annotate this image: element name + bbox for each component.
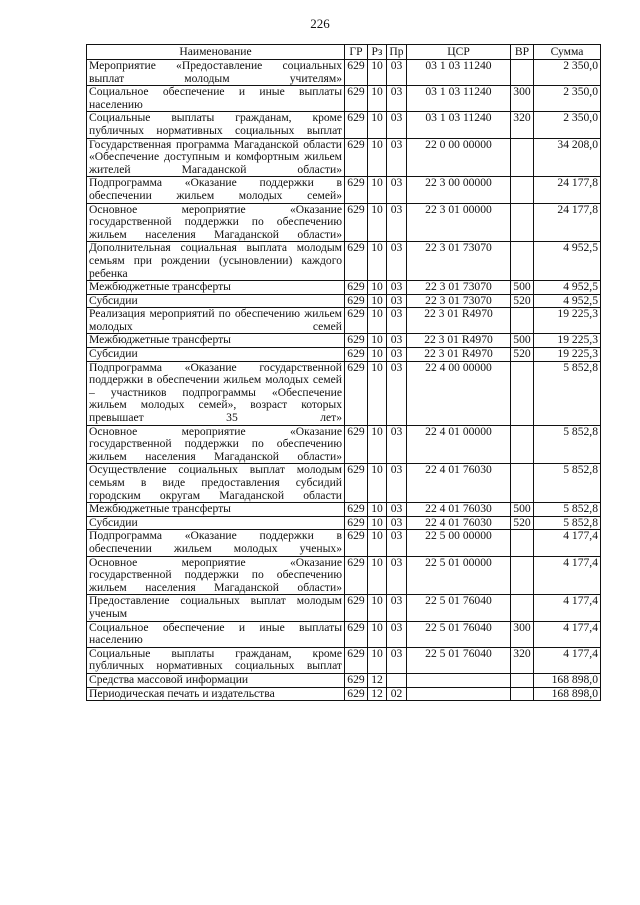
cell-sum: 5 852,8 <box>534 516 601 530</box>
cell-vr <box>511 530 534 556</box>
cell-rz: 10 <box>368 621 387 647</box>
cell-gr: 629 <box>345 503 368 517</box>
cell-name: Межбюджетные трансферты <box>87 503 345 517</box>
cell-vr: 520 <box>511 294 534 308</box>
cell-gr: 629 <box>345 138 368 177</box>
cell-name: Периодическая печать и издательства <box>87 687 345 701</box>
cell-sum: 2 350,0 <box>534 60 601 86</box>
cell-name: Межбюджетные трансферты <box>87 281 345 295</box>
cell-gr: 629 <box>345 530 368 556</box>
cell-sum: 5 852,8 <box>534 464 601 503</box>
table-row <box>87 425 601 464</box>
cell-name: Субсидии <box>87 516 345 530</box>
cell-name: Предоставление социальных выплат молодым ученым <box>87 595 345 621</box>
cell-rz: 10 <box>368 294 387 308</box>
cell-sum: 34 208,0 <box>534 138 601 177</box>
cell-csr: 22 3 01 73070 <box>407 242 511 281</box>
cell-vr <box>511 242 534 281</box>
cell-pr <box>387 673 407 687</box>
cell-gr: 629 <box>345 687 368 701</box>
cell-gr: 629 <box>345 203 368 242</box>
cell-pr: 03 <box>387 308 407 334</box>
cell-gr: 629 <box>345 60 368 86</box>
cell-vr <box>511 361 534 425</box>
cell-gr: 629 <box>345 595 368 621</box>
table-row <box>87 308 601 334</box>
header-csr: ЦСР <box>407 45 511 60</box>
table-row <box>87 516 601 530</box>
cell-rz: 10 <box>368 112 387 138</box>
cell-sum: 4 177,4 <box>534 556 601 595</box>
cell-sum: 24 177,8 <box>534 203 601 242</box>
cell-rz: 10 <box>368 138 387 177</box>
cell-csr: 22 5 01 00000 <box>407 556 511 595</box>
cell-csr <box>407 687 511 701</box>
cell-pr: 03 <box>387 112 407 138</box>
header-rz: Рз <box>368 45 387 60</box>
cell-name: Средства массовой информации <box>87 673 345 687</box>
cell-vr: 320 <box>511 647 534 673</box>
cell-csr: 22 5 01 76040 <box>407 621 511 647</box>
cell-gr: 629 <box>345 464 368 503</box>
cell-rz: 10 <box>368 203 387 242</box>
cell-rz: 10 <box>368 530 387 556</box>
cell-name: Субсидии <box>87 294 345 308</box>
cell-rz: 10 <box>368 556 387 595</box>
cell-vr <box>511 595 534 621</box>
cell-pr: 03 <box>387 595 407 621</box>
table-row <box>87 177 601 203</box>
cell-vr: 520 <box>511 348 534 362</box>
cell-csr: 22 3 01 R4970 <box>407 308 511 334</box>
cell-name: Реализация мероприятий по обеспечению жильем молодых семей <box>87 308 345 334</box>
table-row <box>87 621 601 647</box>
table-row <box>87 673 601 687</box>
cell-rz: 10 <box>368 647 387 673</box>
cell-rz: 10 <box>368 308 387 334</box>
table-row <box>87 60 601 86</box>
cell-gr: 629 <box>345 516 368 530</box>
table-row <box>87 281 601 295</box>
table-row <box>87 687 601 701</box>
cell-name: Социальные выплаты гражданам, кроме публичных нормативных социальных выплат <box>87 647 345 673</box>
cell-vr <box>511 203 534 242</box>
cell-sum: 4 177,4 <box>534 621 601 647</box>
cell-csr: 22 3 01 73070 <box>407 294 511 308</box>
cell-csr: 22 4 00 00000 <box>407 361 511 425</box>
cell-rz: 12 <box>368 687 387 701</box>
cell-sum: 19 225,3 <box>534 308 601 334</box>
table-row <box>87 294 601 308</box>
cell-pr: 03 <box>387 60 407 86</box>
header-pr: Пр <box>387 45 407 60</box>
cell-name: Социальное обеспечение и иные выплаты населению <box>87 86 345 112</box>
cell-name: Подпрограмма «Оказание поддержки в обеспечении жильем молодых ученых» <box>87 530 345 556</box>
cell-gr: 629 <box>345 177 368 203</box>
cell-rz: 10 <box>368 177 387 203</box>
cell-gr: 629 <box>345 425 368 464</box>
cell-name: Социальные выплаты гражданам, кроме публичных нормативных социальных выплат <box>87 112 345 138</box>
cell-rz: 10 <box>368 60 387 86</box>
cell-sum: 4 952,5 <box>534 242 601 281</box>
cell-sum: 168 898,0 <box>534 687 601 701</box>
cell-csr: 22 4 01 76030 <box>407 516 511 530</box>
cell-vr: 500 <box>511 281 534 295</box>
cell-gr: 629 <box>345 294 368 308</box>
cell-rz: 10 <box>368 361 387 425</box>
cell-name: Мероприятие «Предоставление социальных выплат молодым учителям» <box>87 60 345 86</box>
cell-gr: 629 <box>345 86 368 112</box>
table-row <box>87 556 601 595</box>
cell-pr: 03 <box>387 647 407 673</box>
table-row <box>87 503 601 517</box>
cell-pr: 03 <box>387 348 407 362</box>
cell-rz: 10 <box>368 595 387 621</box>
cell-gr: 629 <box>345 281 368 295</box>
cell-sum: 4 177,4 <box>534 595 601 621</box>
cell-vr <box>511 60 534 86</box>
cell-name: Основное мероприятие «Оказание государственной поддержки по обеспечению жильем населения Магаданской области» <box>87 556 345 595</box>
cell-name: Основное мероприятие «Оказание государственной поддержки по обеспечению жильем населения Магаданской области» <box>87 425 345 464</box>
cell-vr: 320 <box>511 112 534 138</box>
cell-gr: 629 <box>345 361 368 425</box>
cell-rz: 10 <box>368 86 387 112</box>
cell-vr <box>511 177 534 203</box>
cell-pr: 03 <box>387 530 407 556</box>
cell-vr: 300 <box>511 86 534 112</box>
cell-name: Государственная программа Магаданской области «Обеспечение доступным и комфортным жильем жителей Магаданской области» <box>87 138 345 177</box>
cell-gr: 629 <box>345 556 368 595</box>
cell-sum: 5 852,8 <box>534 425 601 464</box>
cell-rz: 10 <box>368 242 387 281</box>
cell-csr: 22 3 01 00000 <box>407 203 511 242</box>
cell-vr <box>511 425 534 464</box>
cell-rz: 10 <box>368 334 387 348</box>
cell-sum: 4 952,5 <box>534 294 601 308</box>
cell-csr: 03 1 03 11240 <box>407 60 511 86</box>
table-row <box>87 464 601 503</box>
table-row <box>87 242 601 281</box>
table-row <box>87 138 601 177</box>
cell-rz: 10 <box>368 425 387 464</box>
table-row <box>87 86 601 112</box>
cell-rz: 10 <box>368 348 387 362</box>
cell-sum: 4 177,4 <box>534 530 601 556</box>
header-sum: Сумма <box>534 45 601 60</box>
cell-pr: 03 <box>387 177 407 203</box>
cell-rz: 10 <box>368 516 387 530</box>
cell-vr <box>511 556 534 595</box>
header-gr: ГР <box>345 45 368 60</box>
cell-pr: 03 <box>387 203 407 242</box>
cell-sum: 19 225,3 <box>534 334 601 348</box>
cell-name: Межбюджетные трансферты <box>87 334 345 348</box>
cell-pr: 02 <box>387 687 407 701</box>
cell-csr: 22 4 01 76030 <box>407 464 511 503</box>
cell-sum: 2 350,0 <box>534 112 601 138</box>
cell-sum: 4 177,4 <box>534 647 601 673</box>
cell-name: Подпрограмма «Оказание государственной поддержки в обеспечении жильем молодых семей – участников подпрограммы «Обеспечение жильем молодых семей», возраст которых превышает 35 лет» <box>87 361 345 425</box>
header-name: Наименование <box>87 45 345 60</box>
cell-csr: 03 1 03 11240 <box>407 86 511 112</box>
table-row <box>87 112 601 138</box>
cell-csr: 22 3 00 00000 <box>407 177 511 203</box>
cell-gr: 629 <box>345 242 368 281</box>
cell-gr: 629 <box>345 621 368 647</box>
cell-name: Подпрограмма «Оказание поддержки в обеспечении жильем молодых семей» <box>87 177 345 203</box>
table-header-row <box>87 45 601 60</box>
cell-pr: 03 <box>387 281 407 295</box>
cell-pr: 03 <box>387 503 407 517</box>
cell-gr: 629 <box>345 348 368 362</box>
cell-rz: 10 <box>368 281 387 295</box>
cell-pr: 03 <box>387 242 407 281</box>
cell-vr <box>511 464 534 503</box>
cell-pr: 03 <box>387 425 407 464</box>
cell-csr: 22 3 01 73070 <box>407 281 511 295</box>
cell-vr: 500 <box>511 334 534 348</box>
cell-pr: 03 <box>387 516 407 530</box>
cell-vr <box>511 138 534 177</box>
cell-pr: 03 <box>387 556 407 595</box>
cell-csr: 22 5 01 76040 <box>407 647 511 673</box>
cell-sum: 5 852,8 <box>534 503 601 517</box>
table-row <box>87 203 601 242</box>
cell-gr: 629 <box>345 673 368 687</box>
cell-csr: 22 4 01 76030 <box>407 503 511 517</box>
table-row <box>87 348 601 362</box>
cell-name: Основное мероприятие «Оказание государственной поддержки по обеспечению жильем населения Магаданской области» <box>87 203 345 242</box>
table-row <box>87 595 601 621</box>
table-row <box>87 647 601 673</box>
cell-csr: 22 5 00 00000 <box>407 530 511 556</box>
cell-pr: 03 <box>387 361 407 425</box>
cell-sum: 2 350,0 <box>534 86 601 112</box>
cell-rz: 10 <box>368 464 387 503</box>
cell-name: Осуществление социальных выплат молодым семьям в виде предоставления субсидий городским округам Магаданской области <box>87 464 345 503</box>
cell-sum: 168 898,0 <box>534 673 601 687</box>
cell-csr: 22 0 00 00000 <box>407 138 511 177</box>
cell-pr: 03 <box>387 86 407 112</box>
cell-csr: 22 5 01 76040 <box>407 595 511 621</box>
cell-vr <box>511 308 534 334</box>
header-vr: ВР <box>511 45 534 60</box>
table-row <box>87 361 601 425</box>
cell-gr: 629 <box>345 112 368 138</box>
cell-gr: 629 <box>345 647 368 673</box>
cell-pr: 03 <box>387 621 407 647</box>
cell-gr: 629 <box>345 308 368 334</box>
table-row <box>87 530 601 556</box>
cell-name: Субсидии <box>87 348 345 362</box>
cell-pr: 03 <box>387 138 407 177</box>
cell-vr: 520 <box>511 516 534 530</box>
table-body <box>87 60 601 701</box>
cell-name: Социальное обеспечение и иные выплаты населению <box>87 621 345 647</box>
budget-table <box>86 44 601 701</box>
cell-sum: 19 225,3 <box>534 348 601 362</box>
cell-csr <box>407 673 511 687</box>
page-number: 226 <box>310 16 330 31</box>
cell-vr <box>511 687 534 701</box>
cell-sum: 24 177,8 <box>534 177 601 203</box>
cell-csr: 03 1 03 11240 <box>407 112 511 138</box>
cell-csr: 22 3 01 R4970 <box>407 348 511 362</box>
cell-vr: 300 <box>511 621 534 647</box>
cell-vr <box>511 673 534 687</box>
cell-vr: 500 <box>511 503 534 517</box>
cell-sum: 5 852,8 <box>534 361 601 425</box>
cell-pr: 03 <box>387 464 407 503</box>
cell-csr: 22 4 01 00000 <box>407 425 511 464</box>
cell-sum: 4 952,5 <box>534 281 601 295</box>
cell-name: Дополнительная социальная выплата молодым семьям при рождении (усыновлении) каждого ребенка <box>87 242 345 281</box>
table-row <box>87 334 601 348</box>
cell-gr: 629 <box>345 334 368 348</box>
cell-pr: 03 <box>387 294 407 308</box>
cell-rz: 10 <box>368 503 387 517</box>
cell-pr: 03 <box>387 334 407 348</box>
cell-csr: 22 3 01 R4970 <box>407 334 511 348</box>
cell-rz: 12 <box>368 673 387 687</box>
